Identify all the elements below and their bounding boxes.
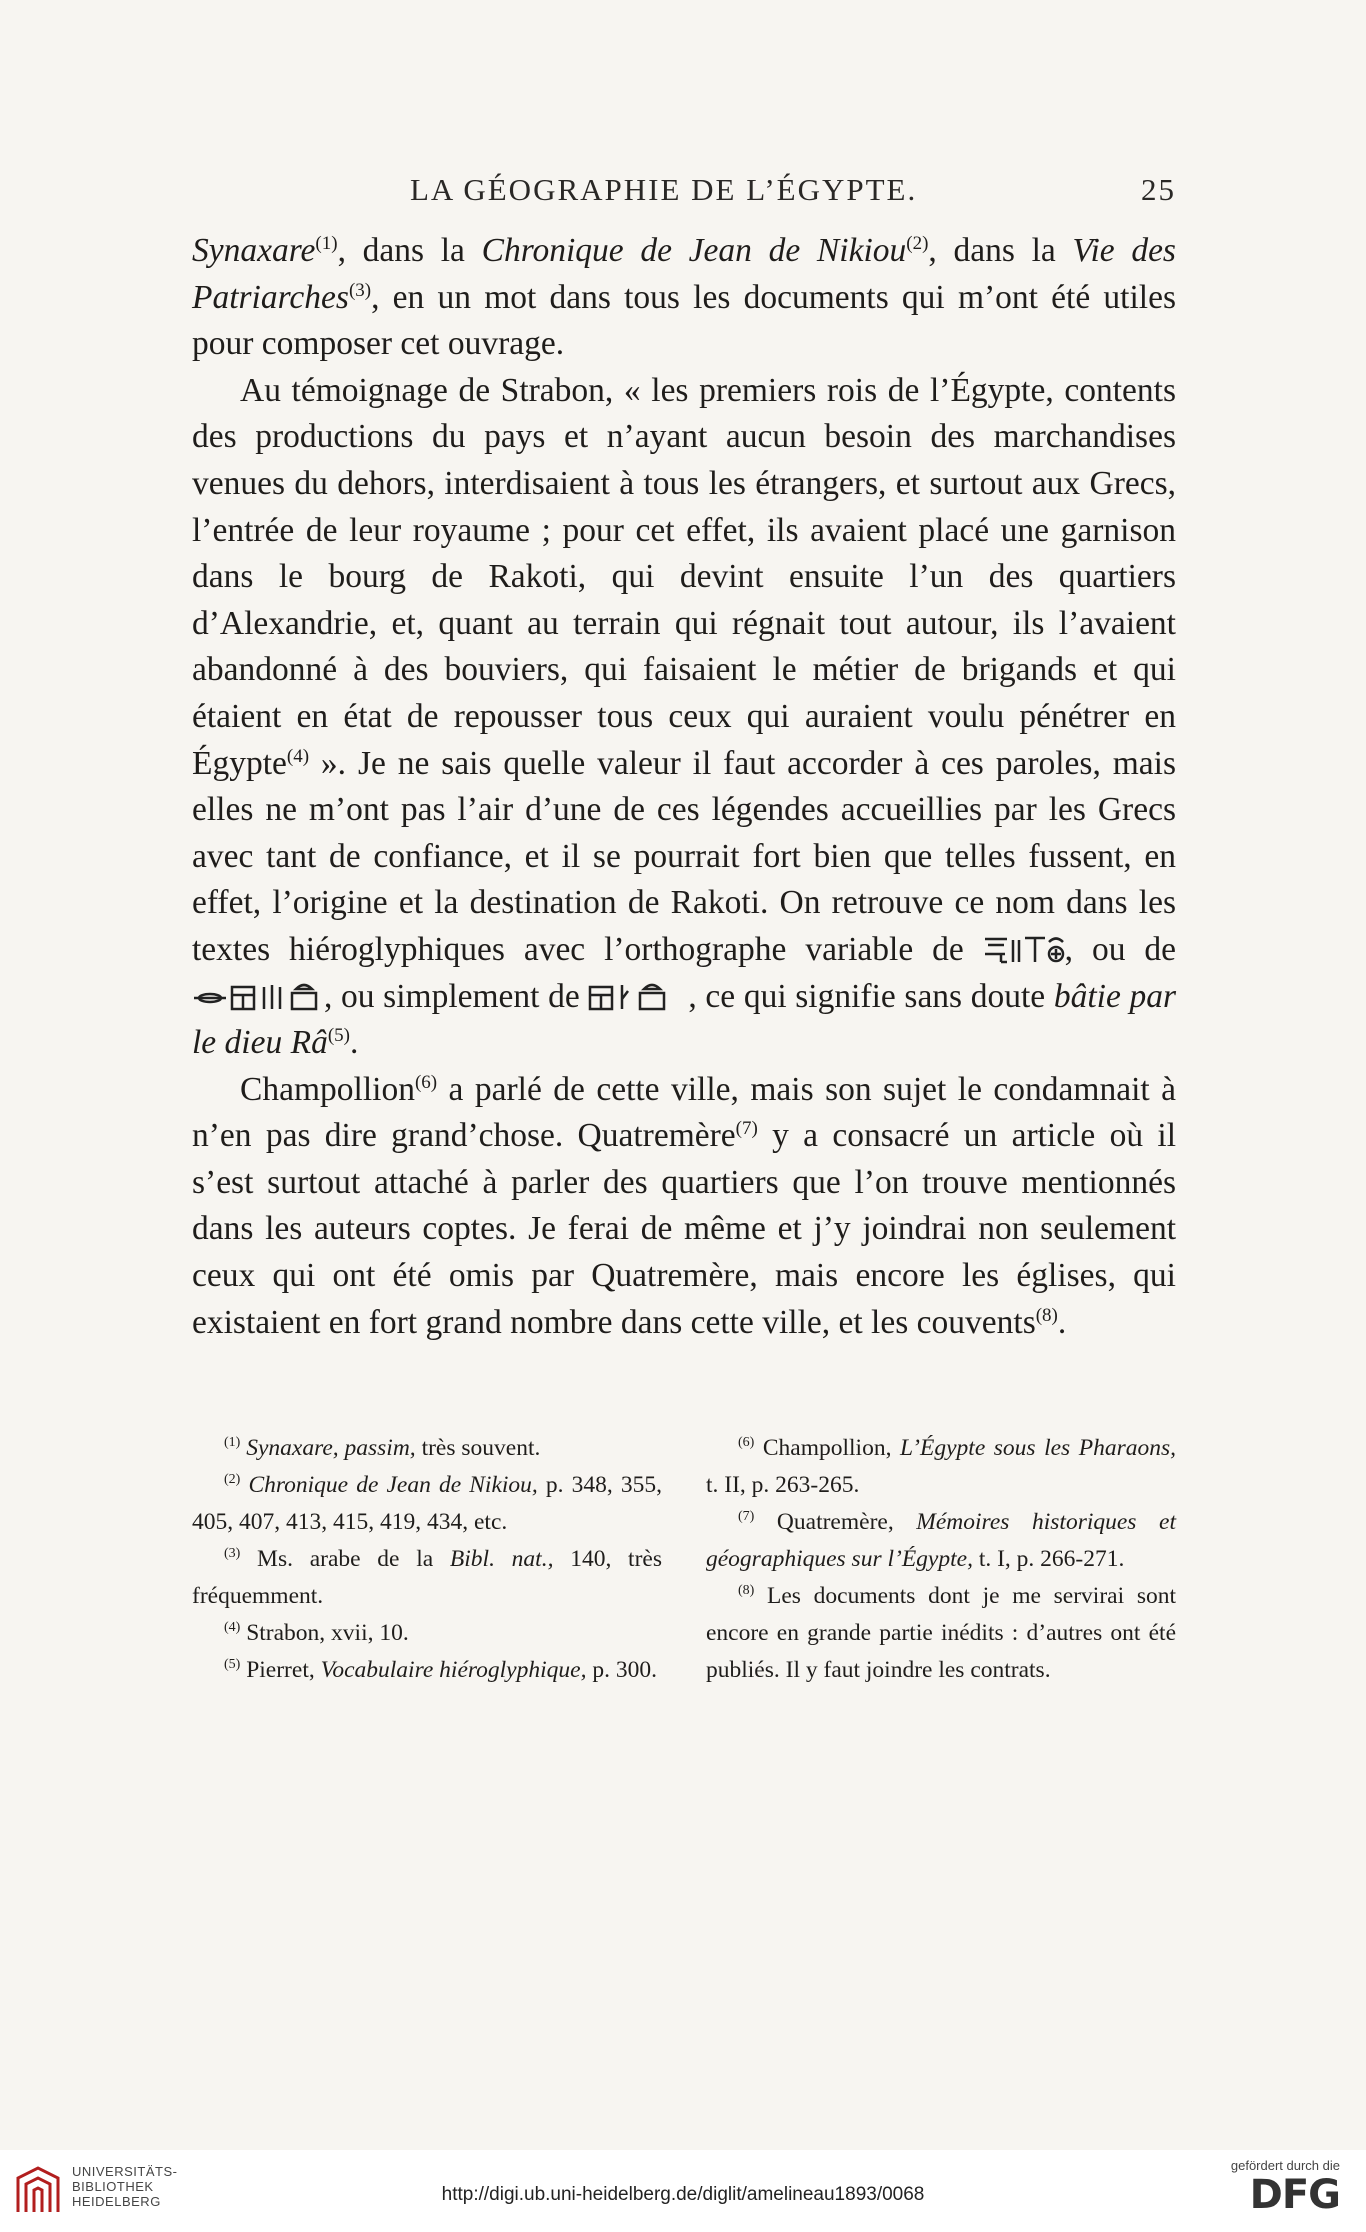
- library-name-line: BIBLIOTHEK: [72, 2179, 154, 2194]
- paragraph-1: [192, 228, 1176, 368]
- text-span: Champollion,: [754, 1435, 900, 1461]
- footnote-6: [706, 1430, 1176, 1504]
- footnote-number: (1): [224, 1435, 241, 1451]
- text-span: , dans la: [928, 232, 1073, 269]
- footnote-4: [192, 1615, 662, 1652]
- footnotes-left-column: [192, 1430, 662, 1689]
- footnote-number: (5): [224, 1657, 241, 1673]
- text-span: Au témoignage de Strabon, « les premiers rois de l’Égypte, contents des productions du pays et n’ayant aucun besoin des marchandises venues du dehors, interdisaient à tous les étrangers, et surtout aux Grecs, l’entrée de leur royaume ; pour cet effet, ils avaient placé une garnison dans le bourg de Rakoti, qui devint ensuite l’un des quartiers d’Alexandrie, et, quant au terrain qui régnait tout autour, ils l’avaient abandonné à des bouviers, qui faisaient le métier de brigands et qui étaient en état de repousser tous ceux qui auraient voulu pénétrer en Égypte: [192, 371, 1176, 782]
- footnote-number: (4): [224, 1620, 241, 1636]
- text-span: Vocabulaire hiéroglyphique,: [320, 1657, 587, 1683]
- footnote-2: [192, 1467, 662, 1541]
- body-text: [192, 228, 1176, 1346]
- footnote-3: [192, 1541, 662, 1615]
- note-ref: (2): [906, 232, 929, 254]
- text-span: 140, très fréquemment.: [192, 1546, 662, 1609]
- footnote-7: [706, 1504, 1176, 1578]
- text-span: Quatremère,: [754, 1509, 917, 1535]
- text-span: .: [349, 1024, 359, 1062]
- text-span: Synaxare: [192, 232, 316, 269]
- footnote-number: (6): [738, 1435, 755, 1451]
- hieroglyph-group-3: [588, 981, 688, 1011]
- library-name-line: UNIVERSITÄTS-: [72, 2164, 178, 2179]
- text-span: , en un mot dans tous les documents qui m’ont été utiles pour composer cet ouvrage.: [192, 278, 1176, 363]
- note-ref: (4): [286, 745, 310, 767]
- footnote-number: (2): [224, 1472, 241, 1488]
- text-span: , ou simplement de: [324, 977, 589, 1015]
- viewer-footer: [0, 2150, 1366, 2232]
- text-span: a parlé de cette ville, mais son sujet le condamnait à n’en pas dire grand’chose. Quatremère: [192, 1070, 1176, 1155]
- footnote-number: (8): [738, 1583, 755, 1599]
- text-span: , ce qui signifie sans doute: [688, 977, 1054, 1015]
- funder-logo[interactable]: [1231, 2158, 1340, 2217]
- text-span: , dans la: [337, 232, 482, 269]
- note-ref: (6): [414, 1071, 438, 1093]
- hieroglyph-group-1: [983, 934, 1065, 964]
- footnotes-right-column: [706, 1430, 1176, 1689]
- library-name-line: HEIDELBERG: [72, 2194, 161, 2209]
- footnote-8: [706, 1578, 1176, 1689]
- note-ref: (5): [327, 1024, 350, 1046]
- text-span: Ms. arabe de la: [240, 1546, 450, 1572]
- text-span: .: [1057, 1303, 1067, 1341]
- text-span: Strabon, xvii, 10.: [240, 1620, 409, 1646]
- text-span: Vie des Patriarches: [192, 232, 1176, 316]
- text-span: Synaxare, passim,: [246, 1435, 416, 1461]
- funder-name: DFG: [1249, 2172, 1340, 2218]
- text-span: Bibl. nat.,: [449, 1546, 554, 1572]
- text-span: ». Je ne sais quelle valeur il faut accorder à ces paroles, mais elles ne m’ont pas l’air d’une de ces légendes accueillies par les Grecs avec tant de confiance, et il se pourrait fort bien que telles fussent, en effet, l’origine et la destination de Rakoti. On retrouve ce nom dans les textes hiéroglyphiques avec l’orthographe variable de: [192, 744, 1176, 968]
- permalink-url[interactable]: http://digi.ub.uni-heidelberg.de/diglit/amelineau1893/0068: [441, 2184, 925, 2205]
- text-span: Pierret,: [240, 1657, 321, 1683]
- text-span: très souvent.: [415, 1435, 541, 1461]
- footnote-1: [192, 1430, 662, 1467]
- text-span: Chronique de Jean de Nikiou,: [248, 1472, 538, 1498]
- text-span: Champollion: [240, 1070, 415, 1108]
- paragraph-2: [192, 368, 1176, 1067]
- footnote-number: (7): [738, 1509, 755, 1525]
- paragraph-3: [192, 1067, 1176, 1347]
- text-span: bâtie par le dieu Râ: [192, 977, 1176, 1062]
- note-ref: (1): [315, 232, 338, 254]
- text-span: Chronique de Jean de Nikiou: [481, 232, 907, 269]
- footnote-5: [192, 1652, 662, 1689]
- hieroglyph-group-2: [192, 981, 324, 1011]
- note-ref: (7): [735, 1118, 758, 1140]
- page-number: 25: [1141, 172, 1176, 207]
- note-ref: (8): [1035, 1304, 1058, 1326]
- text-span: Les documents dont je me servirai sont encore en grande partie inédits : d’autres ont été publiés. Il y faut joindre les contrats.: [706, 1583, 1176, 1683]
- funded-by-label: gefördert durch die: [1230, 2158, 1340, 2173]
- running-title: LA GÉOGRAPHIE DE L’ÉGYPTE.: [410, 172, 918, 207]
- text-span: L’Égypte sous les Pharaons,: [899, 1435, 1176, 1461]
- text-span: Mémoires historiques et géographiques sur l’Égypte,: [706, 1509, 1176, 1572]
- text-span: p. 300.: [586, 1657, 657, 1683]
- text-span: t. II, p. 263-265.: [706, 1472, 860, 1498]
- text-span: t. I, p. 266-271.: [972, 1546, 1125, 1572]
- text-span: , ou de: [1064, 930, 1176, 968]
- text-span: p. 348, 355, 405, 407, 413, 415, 419, 434, etc.: [192, 1472, 662, 1535]
- footnote-number: (3): [224, 1546, 241, 1562]
- note-ref: (3): [348, 279, 372, 301]
- text-span: y a consacré un article où il s’est surtout attaché à parler des quartiers que l’on trouve mentionnés dans les auteurs coptes. Je ferai de même et j’y joindrai non seulement ceux qui ont été omis par Quatremère, mais encore les églises, qui existaient en fort grand nombre dans cette ville, et les couvents: [192, 1117, 1177, 1341]
